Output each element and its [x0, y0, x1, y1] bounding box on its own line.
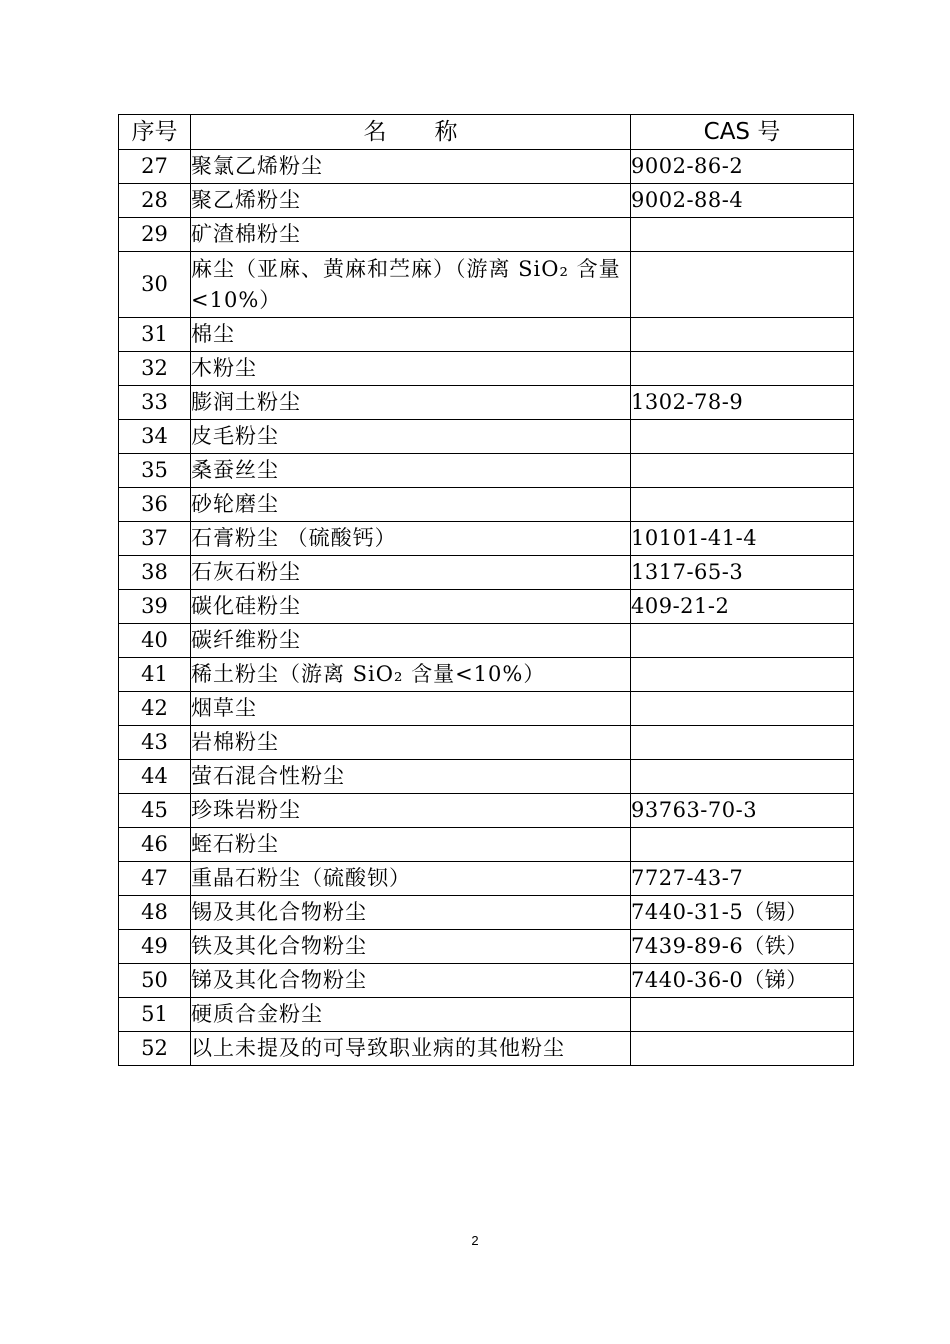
table-row	[119, 828, 854, 862]
row-serial-number: 39	[119, 590, 191, 624]
row-cas-number: 7439-89-6（铁）	[631, 930, 854, 964]
row-cas-number	[631, 454, 854, 488]
row-dust-name: 锑及其化合物粉尘	[191, 964, 631, 998]
table-row	[119, 386, 854, 420]
table-row	[119, 658, 854, 692]
table-row	[119, 1032, 854, 1066]
row-dust-name: 砂轮磨尘	[191, 488, 631, 522]
table-body	[119, 150, 854, 1066]
row-dust-name: 稀土粉尘（游离 SiO₂ 含量<10%）	[191, 658, 631, 692]
row-serial-number: 31	[119, 318, 191, 352]
row-cas-number	[631, 488, 854, 522]
header-name-part2: 称	[434, 118, 458, 145]
row-serial-number: 42	[119, 692, 191, 726]
row-serial-number: 38	[119, 556, 191, 590]
row-cas-number: 7727-43-7	[631, 862, 854, 896]
row-cas-number	[631, 218, 854, 252]
row-serial-number: 40	[119, 624, 191, 658]
row-cas-number: 9002-86-2	[631, 150, 854, 184]
row-dust-name: 珍珠岩粉尘	[191, 794, 631, 828]
row-serial-number: 48	[119, 896, 191, 930]
table-row	[119, 760, 854, 794]
row-cas-number: 409-21-2	[631, 590, 854, 624]
table-row	[119, 726, 854, 760]
row-cas-number: 7440-36-0（锑）	[631, 964, 854, 998]
row-dust-name: 铁及其化合物粉尘	[191, 930, 631, 964]
row-serial-number: 33	[119, 386, 191, 420]
row-dust-name: 棉尘	[191, 318, 631, 352]
table-row	[119, 454, 854, 488]
row-cas-number	[631, 318, 854, 352]
row-serial-number: 43	[119, 726, 191, 760]
row-cas-number	[631, 252, 854, 318]
row-serial-number: 41	[119, 658, 191, 692]
row-dust-name: 皮毛粉尘	[191, 420, 631, 454]
page-number: 2	[471, 1233, 479, 1248]
table-row	[119, 150, 854, 184]
row-serial-number: 32	[119, 352, 191, 386]
row-serial-number: 50	[119, 964, 191, 998]
row-dust-name: 聚乙烯粉尘	[191, 184, 631, 218]
row-serial-number: 34	[119, 420, 191, 454]
row-dust-name: 膨润土粉尘	[191, 386, 631, 420]
row-serial-number: 46	[119, 828, 191, 862]
row-cas-number	[631, 998, 854, 1032]
row-cas-number	[631, 726, 854, 760]
row-cas-number: 9002-88-4	[631, 184, 854, 218]
row-cas-number: 7440-31-5（锡）	[631, 896, 854, 930]
table-row	[119, 522, 854, 556]
row-serial-number: 45	[119, 794, 191, 828]
row-serial-number: 28	[119, 184, 191, 218]
table-row	[119, 862, 854, 896]
row-dust-name: 烟草尘	[191, 692, 631, 726]
row-cas-number: 1302-78-9	[631, 386, 854, 420]
table-row	[119, 252, 854, 318]
table-row	[119, 352, 854, 386]
dust-table	[118, 114, 854, 1066]
row-serial-number: 29	[119, 218, 191, 252]
row-cas-number	[631, 1032, 854, 1066]
table-row	[119, 624, 854, 658]
table-row	[119, 930, 854, 964]
row-cas-number: 1317-65-3	[631, 556, 854, 590]
row-serial-number: 30	[119, 252, 191, 318]
row-dust-name: 麻尘（亚麻、黄麻和苎麻）（游离 SiO₂ 含量<10%）	[191, 252, 631, 318]
table-row	[119, 964, 854, 998]
table-row	[119, 794, 854, 828]
row-serial-number: 52	[119, 1032, 191, 1066]
row-serial-number: 37	[119, 522, 191, 556]
row-dust-name: 以上未提及的可导致职业病的其他粉尘	[191, 1032, 631, 1066]
row-cas-number	[631, 760, 854, 794]
row-dust-name: 桑蚕丝尘	[191, 454, 631, 488]
row-dust-name: 锡及其化合物粉尘	[191, 896, 631, 930]
header-serial-number: 序号	[119, 115, 191, 150]
row-cas-number	[631, 692, 854, 726]
row-dust-name: 石灰石粉尘	[191, 556, 631, 590]
table-row	[119, 590, 854, 624]
table-row	[119, 318, 854, 352]
row-dust-name: 岩棉粉尘	[191, 726, 631, 760]
header-name-part1: 名	[363, 118, 387, 145]
header-cas-number: CAS 号	[631, 115, 854, 150]
row-serial-number: 27	[119, 150, 191, 184]
row-cas-number	[631, 658, 854, 692]
table-header-row	[119, 115, 854, 150]
row-dust-name: 碳纤维粉尘	[191, 624, 631, 658]
header-name	[191, 115, 631, 150]
row-dust-name: 碳化硅粉尘	[191, 590, 631, 624]
row-dust-name: 蛭石粉尘	[191, 828, 631, 862]
row-serial-number: 49	[119, 930, 191, 964]
row-cas-number: 10101-41-4	[631, 522, 854, 556]
row-dust-name: 矿渣棉粉尘	[191, 218, 631, 252]
row-dust-name: 木粉尘	[191, 352, 631, 386]
row-cas-number	[631, 420, 854, 454]
row-dust-name: 萤石混合性粉尘	[191, 760, 631, 794]
row-cas-number	[631, 624, 854, 658]
row-cas-number: 93763-70-3	[631, 794, 854, 828]
row-cas-number	[631, 828, 854, 862]
row-serial-number: 36	[119, 488, 191, 522]
row-serial-number: 35	[119, 454, 191, 488]
row-serial-number: 44	[119, 760, 191, 794]
row-dust-name: 重晶石粉尘（硫酸钡）	[191, 862, 631, 896]
table-row	[119, 488, 854, 522]
table-row	[119, 896, 854, 930]
row-dust-name: 石膏粉尘 （硫酸钙）	[191, 522, 631, 556]
row-serial-number: 51	[119, 998, 191, 1032]
row-serial-number: 47	[119, 862, 191, 896]
table-row	[119, 218, 854, 252]
table-row	[119, 692, 854, 726]
table-row	[119, 420, 854, 454]
table-row	[119, 184, 854, 218]
table-row	[119, 998, 854, 1032]
row-dust-name: 聚氯乙烯粉尘	[191, 150, 631, 184]
table-row	[119, 556, 854, 590]
row-dust-name: 硬质合金粉尘	[191, 998, 631, 1032]
row-cas-number	[631, 352, 854, 386]
